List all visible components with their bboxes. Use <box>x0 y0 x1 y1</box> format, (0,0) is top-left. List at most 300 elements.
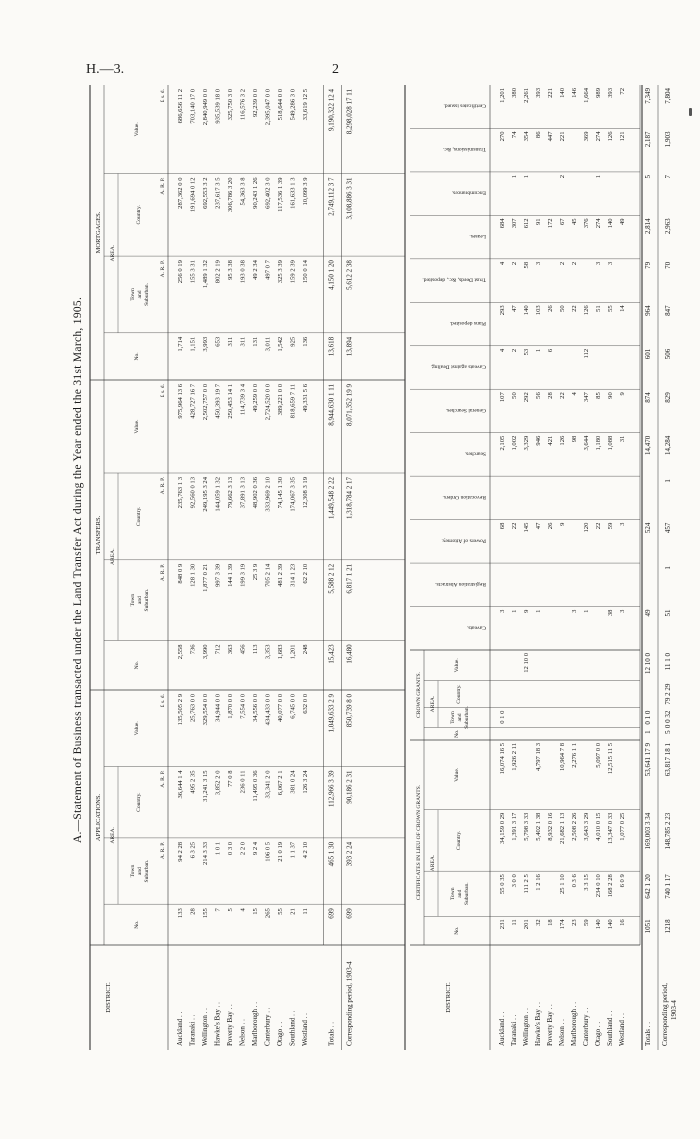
data-cell: 333,969 2 10 <box>264 477 272 512</box>
data-cell: 126 <box>583 305 590 316</box>
data-cell: 15 <box>252 908 259 915</box>
district-header: DISTRICT. <box>105 982 112 1013</box>
data-cell: 4 <box>499 261 506 266</box>
applications-header: APPLICATIONS. <box>95 793 102 842</box>
data-cell: 161,633 1 3 <box>289 177 297 209</box>
corresponding-cell: 850,739 8 0 <box>345 694 354 728</box>
data-cell: 393 <box>607 88 614 98</box>
district-name: Canterbury . . <box>582 1007 590 1046</box>
district-name: Poverty Bay . . <box>226 1004 234 1046</box>
corresponding-cell: 16,480 <box>345 644 354 664</box>
data-cell: 3,353 <box>264 644 272 660</box>
data-cell: 10,099 3 9 <box>302 177 309 206</box>
district-name: Hawke's Bay . . <box>534 1002 542 1046</box>
data-cell: 59 <box>583 919 590 926</box>
data-cell: 0 3 0 <box>227 841 234 856</box>
data-cell: 3,852 2 0 <box>214 770 222 796</box>
data-cell: 201 <box>523 919 530 930</box>
data-cell: 16 <box>619 919 626 926</box>
certificates-value-header: Value. <box>454 767 460 782</box>
data-cell: 1 <box>583 609 590 613</box>
totals-cell: 642 1 20 <box>644 874 652 899</box>
misc-column-header: Certificates issued. <box>443 102 486 109</box>
misc-column-header: Powers of Attorney. <box>441 537 486 544</box>
data-cell: 193 0 38 <box>239 260 247 284</box>
totals-cell: 465 1 30 <box>327 841 336 867</box>
data-cell: 135,505 2 9 <box>177 694 184 726</box>
data-cell: 612 <box>523 218 530 229</box>
totals-label: Totals . . <box>327 1021 336 1046</box>
misc-column-header: Plans deposited. <box>449 320 486 327</box>
misc-column-header: Caveats against Dealing. <box>430 363 486 370</box>
certificates-town-header: and <box>457 889 463 898</box>
corresponding-label-lower: Corresponding period, <box>661 983 669 1046</box>
data-cell: 495 2 35 <box>189 770 197 794</box>
data-cell: 447 <box>547 131 554 142</box>
misc-column-header: Registration Abstracts. <box>435 580 486 587</box>
misc-column-header: Trust Deeds, &c., deposited. <box>422 276 486 283</box>
data-cell: 174 <box>559 919 566 930</box>
data-cell: 248 <box>302 644 309 655</box>
data-cell: 1 2 16 <box>535 874 542 891</box>
data-cell: 136 <box>302 336 309 347</box>
data-cell: 818,659 7 11 <box>289 384 297 419</box>
data-cell: 40,077 0 0 <box>277 694 284 723</box>
data-cell: 235,763 1 3 <box>177 477 184 509</box>
data-cell: 23 <box>571 919 578 926</box>
applications-country-header: Country. <box>136 792 142 812</box>
data-cell: 112 <box>583 348 590 359</box>
totals-cell: 2,749,112 3 7 <box>327 177 336 216</box>
data-cell: 140 <box>523 305 530 316</box>
data-cell: 49,331 5 6 <box>302 384 309 413</box>
data-cell: 126 <box>559 435 566 446</box>
crown-town-header: Town <box>450 711 456 724</box>
data-cell: 0 1 0 <box>499 710 506 724</box>
data-cell: 33,341 2 0 <box>264 770 272 799</box>
data-cell: 2,724,520 0 0 <box>264 384 272 421</box>
data-cell: 221 <box>559 131 566 142</box>
data-cell: 231 <box>499 919 506 930</box>
data-cell: 13,347 0 33 <box>607 812 614 845</box>
transfers-area-header: AREA. <box>110 548 116 566</box>
district-name: Southland . . <box>288 1010 297 1046</box>
data-cell: 935,539 18 0 <box>214 89 222 124</box>
data-cell: 199 3 19 <box>239 563 247 587</box>
data-cell: 10,964 7 8 <box>559 743 566 772</box>
data-cell: 21,682 1 13 <box>559 812 566 845</box>
corresponding-cell: 3,108,886 3 31 <box>345 177 354 220</box>
data-cell: 4 2 10 <box>302 841 309 859</box>
data-cell: 1,714 <box>177 336 184 352</box>
corresponding-cell: 829 <box>664 392 672 403</box>
data-cell: 155 <box>202 908 209 919</box>
data-cell: 120 <box>583 522 590 533</box>
data-cell: 3 <box>607 261 614 266</box>
corresponding-cell: 1,903 <box>664 131 672 148</box>
data-cell: 114,739 3 4 <box>239 384 247 416</box>
data-cell: 106 0 5 <box>264 841 272 862</box>
data-cell: 393 <box>535 88 542 98</box>
data-cell: 2,105 <box>499 435 506 451</box>
corresponding-cell: 699 <box>345 908 354 919</box>
data-cell: 36,644 1 4 <box>177 770 184 799</box>
data-cell: 4 <box>499 348 506 353</box>
mortgages-area-header: AREA. <box>110 244 116 262</box>
data-cell: 22 <box>595 522 602 530</box>
data-cell: 287,362 0 0 <box>177 177 184 209</box>
mortgages-town-header: Town <box>130 288 136 301</box>
data-cell: 51 <box>595 305 602 312</box>
data-cell: 5,097 0 0 <box>595 743 602 768</box>
corresponding-cell: 506 <box>664 348 672 360</box>
data-cell: 3 <box>535 261 542 266</box>
data-cell: 314 1 23 <box>289 563 297 587</box>
transfers-town-header: Town <box>130 593 136 607</box>
data-cell: 144 1 39 <box>227 563 234 587</box>
corresponding-label: Corresponding period, 1903-4 <box>345 961 354 1046</box>
data-cell: 250,453 14 1 <box>227 384 234 419</box>
applications-units: A. R. P. <box>160 841 166 860</box>
data-cell: 107 <box>499 392 506 403</box>
data-cell: 389,221 0 0 <box>277 384 284 416</box>
data-cell: 236 0 11 <box>239 770 247 794</box>
transfers-town-header: and <box>137 596 143 605</box>
district-name: Auckland . . <box>498 1011 506 1046</box>
data-cell: 712 <box>214 644 222 655</box>
data-cell: 50 <box>559 305 566 312</box>
data-cell: 191,694 0 12 <box>189 177 197 213</box>
data-cell: 32 <box>535 919 542 926</box>
data-cell: 74,145 1 30 <box>277 477 284 509</box>
data-cell: 736 <box>189 644 197 655</box>
totals-cell: 9,190,322 12 4 <box>327 89 336 131</box>
data-cell: 497 0 7 <box>264 260 272 280</box>
misc-column-header: General Searches. <box>445 406 486 413</box>
totals-cell: 5,588 2 12 <box>327 563 336 594</box>
data-cell: 95 3 38 <box>227 260 234 280</box>
data-cell: 12,515 11 5 <box>607 743 614 775</box>
data-cell: 274 <box>595 218 602 229</box>
data-cell: 518,644 0 0 <box>277 89 284 121</box>
data-cell: 74 <box>511 131 518 139</box>
data-cell: 28 <box>189 908 197 915</box>
corresponding-cell: 8,298,028 17 11 <box>345 89 354 135</box>
data-cell: 145 <box>523 522 530 533</box>
data-cell: 91 <box>535 218 542 225</box>
applications-units: £ s. d. <box>160 694 166 708</box>
data-cell: 21 <box>289 908 297 915</box>
district-name: Marlborough . . <box>570 1002 578 1046</box>
transfers-country-header: Country. <box>136 506 142 527</box>
applications-town-header: Town <box>130 864 136 878</box>
data-cell: 86 <box>535 131 542 139</box>
certificates-no-header: No. <box>454 926 460 935</box>
totals-cell: 7,349 <box>644 88 652 104</box>
data-cell: 6,745 0 0 <box>289 694 297 719</box>
transfers-header: TRANSFERS. <box>95 515 102 555</box>
mortgages-value-header: Value. <box>134 122 140 137</box>
district-name: Hawke's Bay . . <box>213 1002 222 1046</box>
data-cell: 2,395,047 0 0 <box>264 89 272 126</box>
data-cell: 49,259 0 0 <box>252 384 259 413</box>
crown-grants-header: CROWN GRANTS. <box>416 672 422 718</box>
data-cell: 168 2 28 <box>607 874 614 898</box>
data-cell: 131 <box>252 336 259 347</box>
data-cell: 113 <box>252 644 259 655</box>
misc-column-header: Leases. <box>469 233 486 240</box>
certificates-country-header: Country. <box>456 830 462 851</box>
data-cell: 2 <box>559 261 566 266</box>
district-name: Nelson . . <box>238 1019 247 1046</box>
certificates-header: CERTIFICATES IN LIEU OF CROWN GRANTS. <box>416 784 422 901</box>
data-cell: 1,391 3 17 <box>511 812 518 841</box>
totals-cell: 1 <box>644 730 652 734</box>
data-cell: 705 2 14 <box>264 563 272 587</box>
crown-town-header: and <box>457 713 463 722</box>
data-cell: 1 <box>535 609 542 613</box>
mortgages-units: A. R. P. <box>160 177 166 195</box>
data-cell: 140 <box>607 919 614 930</box>
data-cell: 126 <box>607 131 614 142</box>
data-cell: 54,363 3 8 <box>239 177 247 206</box>
data-cell: 369 <box>583 131 590 142</box>
ink-mark <box>689 108 692 116</box>
misc-column-header: Encumbrances. <box>451 189 486 196</box>
data-cell: 90,243 1 26 <box>252 177 259 209</box>
data-cell: 150 0 14 <box>302 260 309 284</box>
data-cell: 34,159 0 29 <box>499 812 506 845</box>
mortgages-no-header: No. <box>134 352 140 361</box>
district-name: Taranaki . . <box>188 1014 197 1046</box>
data-cell: 3 <box>499 609 506 613</box>
district-name: Canterbury . . <box>263 1007 272 1046</box>
data-cell: 6 0 9 <box>619 874 626 888</box>
data-cell: 2 <box>559 174 566 179</box>
data-cell: 37,891 3 13 <box>239 477 247 509</box>
data-cell: 172 <box>547 218 554 229</box>
data-cell: 128 1 30 <box>189 563 197 587</box>
data-cell: 31,241 3 15 <box>202 770 209 802</box>
data-cell: 1,664 <box>583 88 590 103</box>
data-cell: 434,433 0 0 <box>264 694 272 726</box>
applications-area-header: AREA. <box>110 827 116 844</box>
data-cell: 1,489 1 32 <box>202 260 209 289</box>
data-cell: 3,644 <box>583 435 590 451</box>
data-cell: 1 <box>595 174 602 179</box>
mortgages-units: £ s. d. <box>160 89 166 103</box>
data-cell: 989 <box>595 88 602 98</box>
data-cell: 2 <box>511 261 518 266</box>
data-cell: 140 <box>607 218 614 229</box>
data-cell: 140 <box>595 919 602 930</box>
data-cell: 1 <box>523 174 530 179</box>
totals-cell: 1,049,633 2 9 <box>327 694 336 733</box>
applications-units: A. R. P. <box>160 770 166 788</box>
district-name: Wellington . . <box>201 1008 209 1046</box>
data-cell: 3,643 3 29 <box>583 812 590 841</box>
corresponding-cell: 90,186 2 31 <box>345 770 354 804</box>
corresponding-cell: 5,612 2 38 <box>345 260 354 290</box>
data-cell: 1,151 <box>189 336 197 352</box>
data-cell: 77 0 8 <box>227 770 234 787</box>
data-cell: 292 <box>523 392 530 403</box>
data-cell: 31 <box>619 435 626 443</box>
corresponding-cell: 740 1 17 <box>664 874 672 899</box>
corresponding-cell: 1 <box>664 566 672 570</box>
data-cell: 3,011 <box>264 336 272 352</box>
data-cell: 11 <box>302 908 309 915</box>
data-cell: 237,617 3 5 <box>214 177 222 209</box>
data-cell: 11 <box>511 919 518 926</box>
data-cell: 9 <box>559 522 566 526</box>
data-cell: 90 <box>607 392 614 399</box>
data-cell: 22 <box>559 392 566 399</box>
totals-cell: 49 <box>644 609 652 617</box>
data-cell: 3 <box>619 609 626 613</box>
data-cell: 450,393 19 7 <box>214 384 222 419</box>
corresponding-cell: 8,071,352 19 9 <box>345 384 354 426</box>
data-cell: 9 2 4 <box>252 841 259 856</box>
totals-cell: 14,470 <box>644 435 652 455</box>
statement-table <box>70 70 678 1070</box>
data-cell: 50 <box>511 392 518 399</box>
data-cell: 9 <box>619 392 626 396</box>
data-cell: 67 <box>559 218 566 225</box>
data-cell: 380 <box>511 88 518 98</box>
district-name: Otago . . <box>276 1021 284 1046</box>
misc-column-header: Transmissions, &c. <box>442 146 486 153</box>
corresponding-label-lower: 1903-4 <box>670 1000 678 1020</box>
data-cell: 25 3 9 <box>252 563 259 581</box>
corresponding-cell: 14,284 <box>664 435 672 455</box>
corresponding-cell: 847 <box>664 305 672 316</box>
data-cell: 2,261 <box>523 88 530 103</box>
data-cell: 1,870 0 0 <box>227 694 234 719</box>
data-cell: 6 <box>547 348 554 353</box>
data-cell: 22 <box>511 522 518 530</box>
data-cell: 3,990 <box>202 644 209 660</box>
data-cell: 94 2 28 <box>177 841 184 862</box>
totals-cell: 53,641 17 9 <box>644 743 652 777</box>
totals-label-lower: Totals . . <box>644 1021 652 1046</box>
crown-area-header: AREA. <box>430 695 436 713</box>
totals-cell: 79 <box>644 261 652 269</box>
data-cell: 549,286 3 0 <box>289 89 297 121</box>
data-cell: 18 <box>547 919 554 926</box>
data-cell: 1,683 <box>277 644 284 660</box>
mortgages-town-header: Suburban. <box>144 283 150 306</box>
data-cell: 34,944 0 0 <box>214 694 222 723</box>
data-cell: 3,993 <box>202 336 209 352</box>
data-cell: 146 <box>571 88 578 98</box>
data-cell: 2 <box>511 348 518 353</box>
corresponding-cell: 1,318,784 2 17 <box>345 477 354 519</box>
data-cell: 293 <box>499 305 506 316</box>
district-name: Taranaki . . <box>510 1014 518 1046</box>
data-cell: 265 <box>264 908 272 919</box>
data-cell: 311 <box>239 336 247 347</box>
data-cell: 6,067 2 1 <box>277 770 284 796</box>
rotated-statement <box>70 70 678 1070</box>
data-cell: 428,727 16 7 <box>189 384 197 419</box>
data-cell: 4 <box>239 908 247 912</box>
data-cell: 1,088 <box>607 435 614 451</box>
data-cell: 26 <box>547 522 554 530</box>
corresponding-cell: 148,785 2 23 <box>664 812 672 850</box>
certificates-area-header: AREA. <box>430 854 436 872</box>
data-cell: 1 <box>511 174 518 179</box>
data-cell: 311 <box>227 336 234 347</box>
crown-country-header: Country. <box>456 684 462 704</box>
data-cell: 9 <box>523 609 530 613</box>
data-cell: 1 0 1 <box>214 841 222 856</box>
data-cell: 159 2 39 <box>289 260 297 284</box>
data-cell: 221 <box>547 88 554 98</box>
data-cell: 111 2 5 <box>523 874 530 894</box>
data-cell: 8,932 0 16 <box>547 812 554 841</box>
corresponding-cell: 5 <box>664 730 672 734</box>
corresponding-cell: 6,817 1 21 <box>345 563 354 594</box>
data-cell: 79,662 3 13 <box>227 477 234 509</box>
data-cell: 2,508 2 26 <box>571 812 578 841</box>
data-cell: 4 <box>571 392 578 396</box>
data-cell: 848 0 9 <box>177 563 184 584</box>
data-cell: 55 0 35 <box>499 874 506 894</box>
data-cell: 274 <box>595 131 602 142</box>
crown-value-header: Value. <box>454 658 460 673</box>
data-cell: 55 <box>607 305 614 312</box>
data-cell: 975,964 13 6 <box>177 384 184 419</box>
data-cell: 121 <box>619 131 626 142</box>
transfers-no-header: No. <box>134 661 140 670</box>
data-cell: 3 3 15 <box>583 874 590 891</box>
data-cell: 6 3 25 <box>189 841 197 859</box>
data-cell: 2 <box>571 261 578 266</box>
data-cell: 997 3 39 <box>214 563 222 587</box>
data-cell: 72 <box>619 88 626 95</box>
data-cell: 692,553 3 2 <box>202 177 209 209</box>
totals-cell: 5 <box>644 174 652 179</box>
data-cell: 270 <box>499 131 506 142</box>
data-cell: 174,067 3 35 <box>289 477 297 512</box>
data-cell: 421 <box>547 435 554 446</box>
data-cell: 1,201 <box>289 644 297 660</box>
data-cell: 62 2 10 <box>302 563 309 584</box>
statement-title: A.—Statement of Business transacted under the Land Transfer Act during the Year ended the 31st March, 1905. <box>72 296 84 844</box>
crown-no-header: No. <box>454 729 460 738</box>
data-cell: 307 <box>511 218 518 229</box>
data-cell: 58 <box>523 261 530 269</box>
applications-value-header: Value. <box>134 721 140 736</box>
totals-cell: 1,449,548 2 22 <box>327 477 336 519</box>
data-cell: 5 <box>227 908 234 912</box>
data-cell: 25 1 10 <box>559 874 566 894</box>
corresponding-cell: 11 1 0 <box>664 653 672 671</box>
certificates-town-header: Suburban. <box>464 882 470 906</box>
data-cell: 25,763 0 0 <box>189 694 197 723</box>
data-cell: 3 <box>595 261 602 266</box>
data-cell: 2 2 0 <box>239 841 247 856</box>
data-cell: 363 <box>227 644 234 655</box>
data-cell: 47 <box>535 522 542 530</box>
district-name: Poverty Bay . . <box>546 1004 554 1046</box>
data-cell: 2,558 <box>177 644 184 660</box>
data-cell: 214 3 33 <box>202 841 209 865</box>
page-number: 2 <box>332 62 339 77</box>
totals-cell: 112,966 3 39 <box>327 770 336 807</box>
data-cell: 56 <box>535 392 542 399</box>
